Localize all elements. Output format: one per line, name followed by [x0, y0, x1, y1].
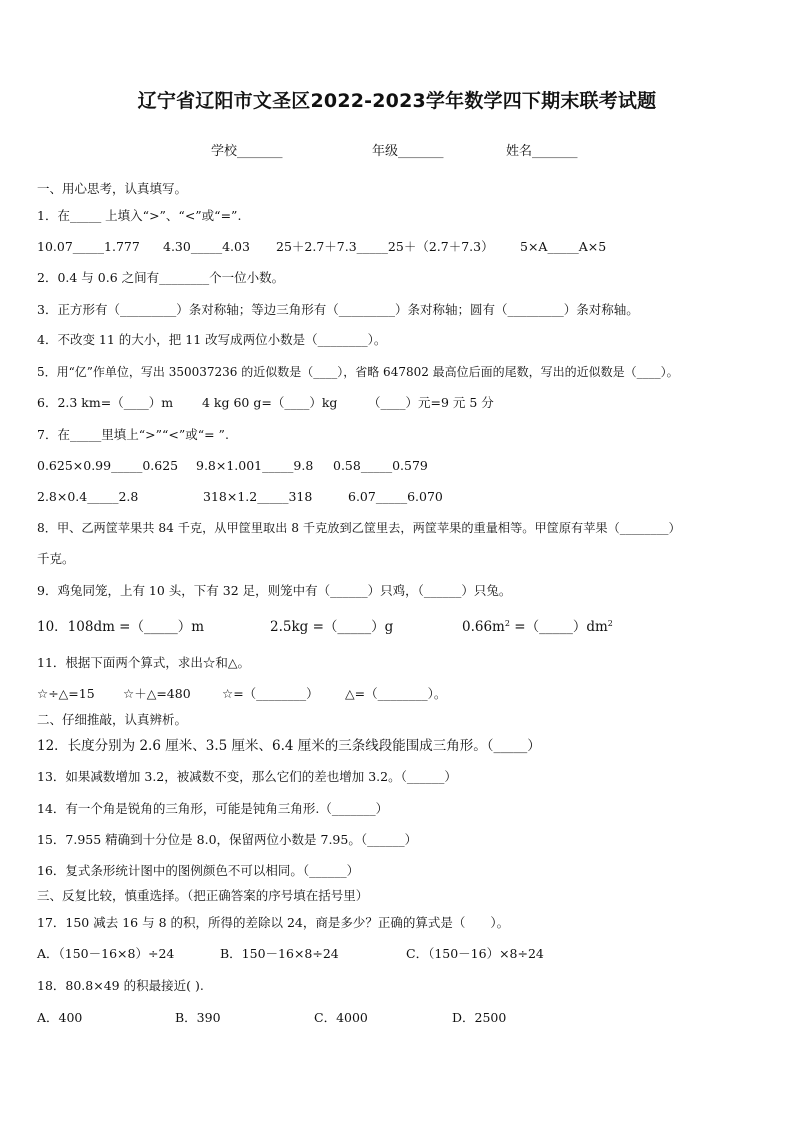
q11-item-1: ☆÷△=15	[37, 686, 95, 701]
question-7: 7．在_____里填上“>”“<”或“= ”.	[37, 427, 229, 442]
q7-row2-item-2: 318×1.2_____318	[203, 489, 313, 504]
q7-row1-item-1: 0.625×0.99_____0.625	[37, 458, 179, 473]
q10-item-3: $0.66m^2$ $=(\_\_\_\_\_)dm^2$	[462, 618, 613, 635]
section-2-heading: 二、仔细推敲，认真辨析。	[37, 712, 188, 727]
section-1-heading: 一、用心思考，认真填写。	[37, 181, 188, 196]
question-9: 9．鸡兔同笼，上有 10 头，下有 32 足，则笼中有（______）只鸡，（______）只兔。	[37, 583, 512, 598]
page-title: 辽宁省辽阳市文圣区2022-2023学年数学四下期末联考试题	[137, 90, 657, 112]
q17-option-c: C．（150－16）×8÷24	[406, 946, 544, 961]
q11-item-4: △=（________）。	[345, 686, 447, 701]
question-1: 1．在_____ 上填入“>”、“<”或“=”.	[37, 208, 242, 223]
q18-option-b: B．390	[175, 1010, 221, 1025]
question-18: 18．80.8×49 的积最接近( ).	[37, 978, 204, 993]
q7-row1-item-2: 9.8×1.001_____9.8	[196, 458, 314, 473]
q17-option-b: B．150－16×8÷24	[220, 946, 339, 961]
question-17: 17．150 减去 16 与 8 的积，所得的差除以 24，商是多少？正确的算式是（ ）。	[37, 915, 510, 930]
q6-item-1: 6．2.3 km=（____）m	[37, 395, 174, 410]
q1-item-4: 5×A_____A×5	[520, 239, 607, 254]
grade-field: 年级_______	[372, 144, 444, 159]
q11-item-3: ☆=（________）	[222, 686, 319, 701]
question-8-continued: 千克。	[37, 551, 75, 566]
question-5: 5．用“亿”作单位，写出 350037236 的近似数是（____），省略 647802 最高位后面的尾数，写出的近似数是（____）。	[37, 365, 679, 379]
q1-item-2: 4.30_____4.03	[163, 239, 250, 254]
q7-row2-item-3: 6.07_____6.070	[348, 489, 443, 504]
question-8: 8．甲、乙两筐苹果共 84 千克，从甲筐里取出 8 千克放到乙筐里去，两筐苹果的重量相等。甲筐原有苹果（________）	[37, 521, 681, 535]
q18-option-a: A．400	[37, 1010, 83, 1025]
name-field: 姓名_______	[506, 144, 578, 159]
q1-item-1: 10.07_____1.777	[37, 239, 140, 254]
question-2: 2．0.4 与 0.6 之间有________个一位小数。	[37, 270, 285, 285]
q18-option-d: D．2500	[452, 1010, 507, 1025]
question-16: 16．复式条形统计图中的图例颜色不可以相同。（______）	[37, 863, 360, 878]
question-14: 14．有一个角是锐角的三角形，可能是钝角三角形.（_______）	[37, 801, 389, 816]
question-13: 13．如果减数增加 3.2，被减数不变，那么它们的差也增加 3.2。（______）	[37, 769, 457, 784]
question-3: 3．正方形有（_________）条对称轴；等边三角形有（_________）条对称轴；圆有（_________）条对称轴。	[37, 302, 639, 317]
q10-item-1: 10．108dm =（_____）m	[37, 619, 205, 635]
q6-item-2: 4 kg 60 g=（____）kg	[202, 395, 338, 410]
q6-item-3: （____）元=9 元 5 分	[368, 395, 494, 410]
question-11: 11．根据下面两个算式，求出☆和△。	[37, 655, 251, 670]
q18-option-c: C．4000	[314, 1010, 368, 1025]
q7-row2-item-1: 2.8×0.4_____2.8	[37, 489, 139, 504]
question-4: 4．不改变 11 的大小，把 11 改写成两位小数是（________）。	[37, 332, 387, 347]
q7-row1-item-3: 0.58_____0.579	[333, 458, 428, 473]
q1-item-3: 25＋2.7＋7.3_____25＋（2.7＋7.3）	[276, 239, 494, 254]
q11-item-2: ☆＋△=480	[123, 686, 191, 701]
q17-option-a: A．（150－16×8）÷24	[37, 946, 175, 961]
question-12: 12．长度分别为 2.6 厘米、3.5 厘米、6.4 厘米的三条线段能围成三角形。（_____）	[37, 738, 541, 754]
school-field: 学校_______	[211, 144, 283, 159]
q10-item-2: 2.5kg =（_____）g	[270, 619, 394, 635]
question-15: 15．7.955 精确到十分位是 8.0，保留两位小数是 7.95。（______）	[37, 832, 418, 847]
section-3-heading: 三、反复比较，慎重选择。（把正确答案的序号填在括号里）	[37, 888, 369, 903]
